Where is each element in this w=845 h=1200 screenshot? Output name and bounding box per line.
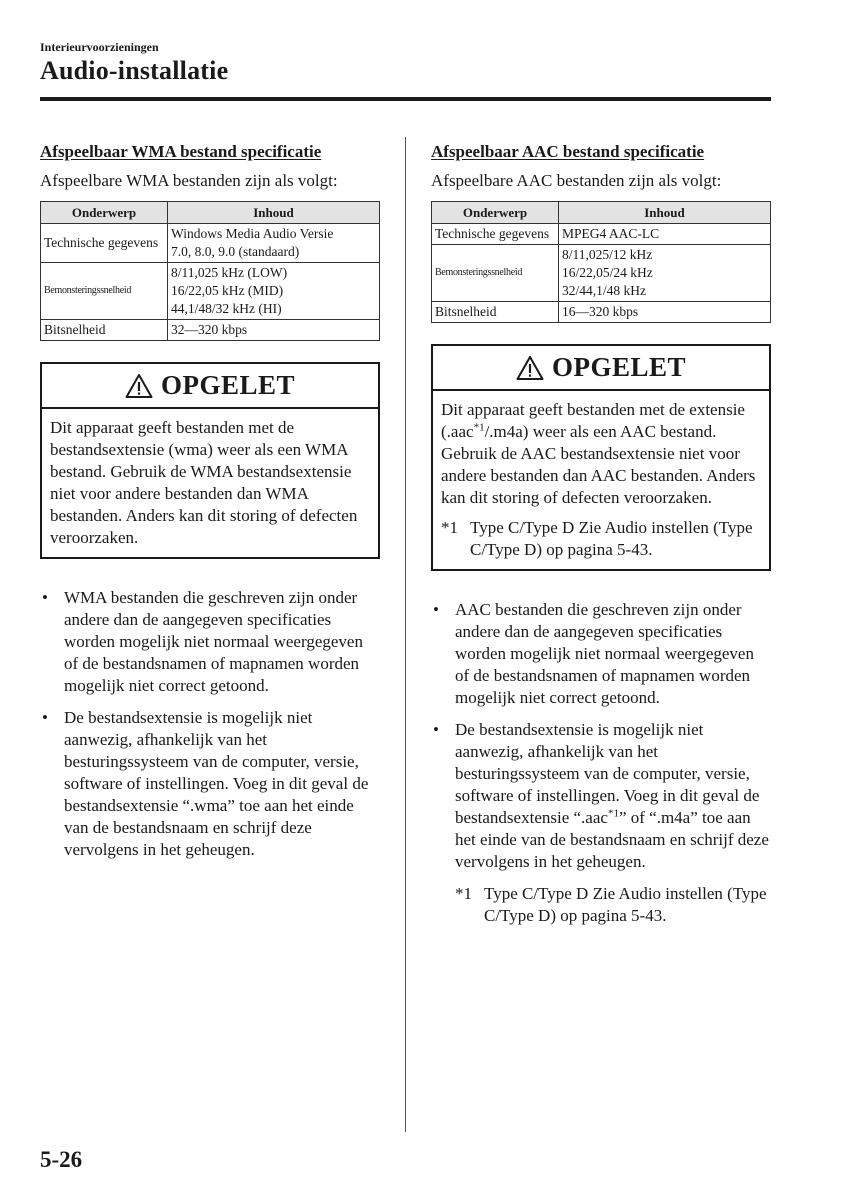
table-row (432, 302, 771, 323)
caution-text: Dit apparaat geeft bestanden met de bestandsextensie (wma) weer als een WMA bestand. Gebruik de WMA bestandsextensie niet voor andere bestanden dan WMA bestanden. Anders kan dit storing of defecten veroorzaken. (50, 418, 358, 547)
caution-text (441, 399, 761, 509)
caution-body (433, 391, 769, 569)
table-cell-line: 8/11,025/12 kHz (562, 247, 653, 262)
caution-title: OPGELET (551, 352, 687, 382)
list-item (40, 587, 380, 697)
caution-text-part: /.m4a) weer als een AAC bestand. Gebruik de AAC bestandsextensie niet voor andere bestanden dan AAC bestanden. Anders kan dit storing of defecten veroorzaken. (441, 422, 756, 507)
right-column (431, 142, 771, 927)
table-cell-line: 16/22,05/24 kHz (562, 265, 653, 280)
footnote-text: Type C/Type D Zie Audio instellen (Type C/Type D) op pagina 5-43. (484, 884, 767, 925)
aac-caution-box (431, 344, 771, 571)
list-item (431, 599, 771, 709)
wma-bullet-list (40, 587, 380, 861)
table-cell-item: Bitsnelheid (41, 320, 168, 341)
list-item (431, 719, 771, 873)
caution-title: OPGELET (160, 370, 296, 400)
table-header-row (41, 202, 380, 224)
table-cell-item: Technische gegevens (432, 224, 559, 245)
table-cell-item: Bemonsteringssnelheid (41, 263, 168, 320)
table-row (41, 224, 380, 263)
table-cell-content: MPEG4 AAC-LC (559, 224, 771, 245)
footnote-ref: *1 (473, 421, 485, 434)
footnote-mark: *1 (441, 518, 458, 537)
table-row (41, 263, 380, 320)
aac-bullet-list (431, 599, 771, 873)
list-item-text: De bestandsextensie is mogelijk niet aanwezig, afhankelijk van het besturingssysteem van de computer, versie, software of instellingen. Voeg in dit geval de bestandsextensie “.wma” toe aan het einde van de bestandsnaam en schrijf deze vervolgens in het geheugen. (64, 708, 369, 859)
page-title: Audio-installatie (40, 56, 229, 85)
aac-intro: Afspeelbare AAC bestanden zijn als volgt: (431, 171, 722, 190)
table-header-item: Onderwerp (41, 202, 168, 224)
list-item-text-part: ” of “.m4a” toe aan het einde van de bestandsnaam en schrijf deze vervolgens in het geheugen. (455, 808, 769, 871)
table-row (432, 224, 771, 245)
warning-triangle-icon (125, 373, 153, 399)
bullet-footnote (455, 883, 771, 927)
bullet-icon: • (42, 708, 48, 727)
footnote-ref: *1 (607, 807, 619, 820)
list-item-text-part: De bestandsextensie is mogelijk niet aanwezig, afhankelijk van het besturingssysteem van de computer, versie, software of instellingen. Voeg in dit geval de bestandsextensie “.aac (455, 720, 760, 827)
wma-intro: Afspeelbare WMA bestanden zijn als volgt: (40, 171, 338, 190)
wma-spec-table (40, 201, 380, 341)
page-number: 5-26 (40, 1147, 83, 1172)
aac-spec-table (431, 201, 771, 323)
caution-header (433, 346, 769, 391)
table-cell-content (559, 245, 771, 302)
section-label: Interieurvoorzieningen (40, 40, 159, 54)
footnote-text: Type C/Type D Zie Audio instellen (Type C/Type D) op pagina 5-43. (470, 518, 753, 559)
list-item-text: AAC bestanden die geschreven zijn onder andere dan de aangegeven specificaties worden mogelijk niet normaal weergegeven of de bestandsnamen of mapnamen worden mogelijk niet correct getoond. (455, 600, 754, 707)
bullet-icon: • (42, 588, 48, 607)
caution-footnote (441, 517, 761, 561)
table-header-content: Inhoud (168, 202, 380, 224)
left-column (40, 142, 380, 871)
column-divider (405, 137, 406, 1132)
list-item-text: WMA bestanden die geschreven zijn onder andere dan de aangegeven specificaties worden mogelijk niet normaal weergegeven of de bestandsnamen of mapnamen worden mogelijk niet correct getoond. (64, 588, 363, 695)
list-item (40, 707, 380, 861)
table-header-row (432, 202, 771, 224)
table-cell-line: 16/22,05 kHz (MID) (171, 283, 284, 298)
caution-body (42, 409, 378, 557)
caution-text-part: Dit apparaat geeft bestanden met de extensie (.aac (441, 400, 745, 441)
table-cell-content: 16—320 kbps (559, 302, 771, 323)
table-cell-content (168, 263, 380, 320)
bullet-icon: • (433, 600, 439, 619)
warning-triangle-icon (516, 355, 544, 381)
table-cell-content: 32—320 kbps (168, 320, 380, 341)
title-rule (40, 97, 771, 101)
table-cell-item: Bitsnelheid (432, 302, 559, 323)
table-cell-line: 8/11,025 kHz (LOW) (171, 265, 288, 280)
table-row (41, 320, 380, 341)
wma-heading: Afspeelbaar WMA bestand specificatie (40, 142, 322, 161)
table-header-content: Inhoud (559, 202, 771, 224)
wma-caution-box (40, 362, 380, 559)
table-row (432, 245, 771, 302)
table-cell-item: Bemonsteringssnelheid (432, 245, 559, 302)
bullet-icon: • (433, 720, 439, 739)
footnote-mark: *1 (455, 884, 472, 903)
table-cell-line: 7.0, 8.0, 9.0 (standaard) (171, 244, 300, 259)
table-cell-line: 44,1/48/32 kHz (HI) (171, 301, 282, 316)
list-item-text (455, 720, 769, 871)
table-header-item: Onderwerp (432, 202, 559, 224)
table-cell-line: 32/44,1/48 kHz (562, 283, 646, 298)
table-cell-content (168, 224, 380, 263)
table-cell-line: Windows Media Audio Versie (171, 226, 334, 241)
table-cell-item: Technische gegevens (41, 224, 168, 263)
caution-header (42, 364, 378, 409)
aac-heading: Afspeelbaar AAC bestand specificatie (431, 142, 705, 161)
